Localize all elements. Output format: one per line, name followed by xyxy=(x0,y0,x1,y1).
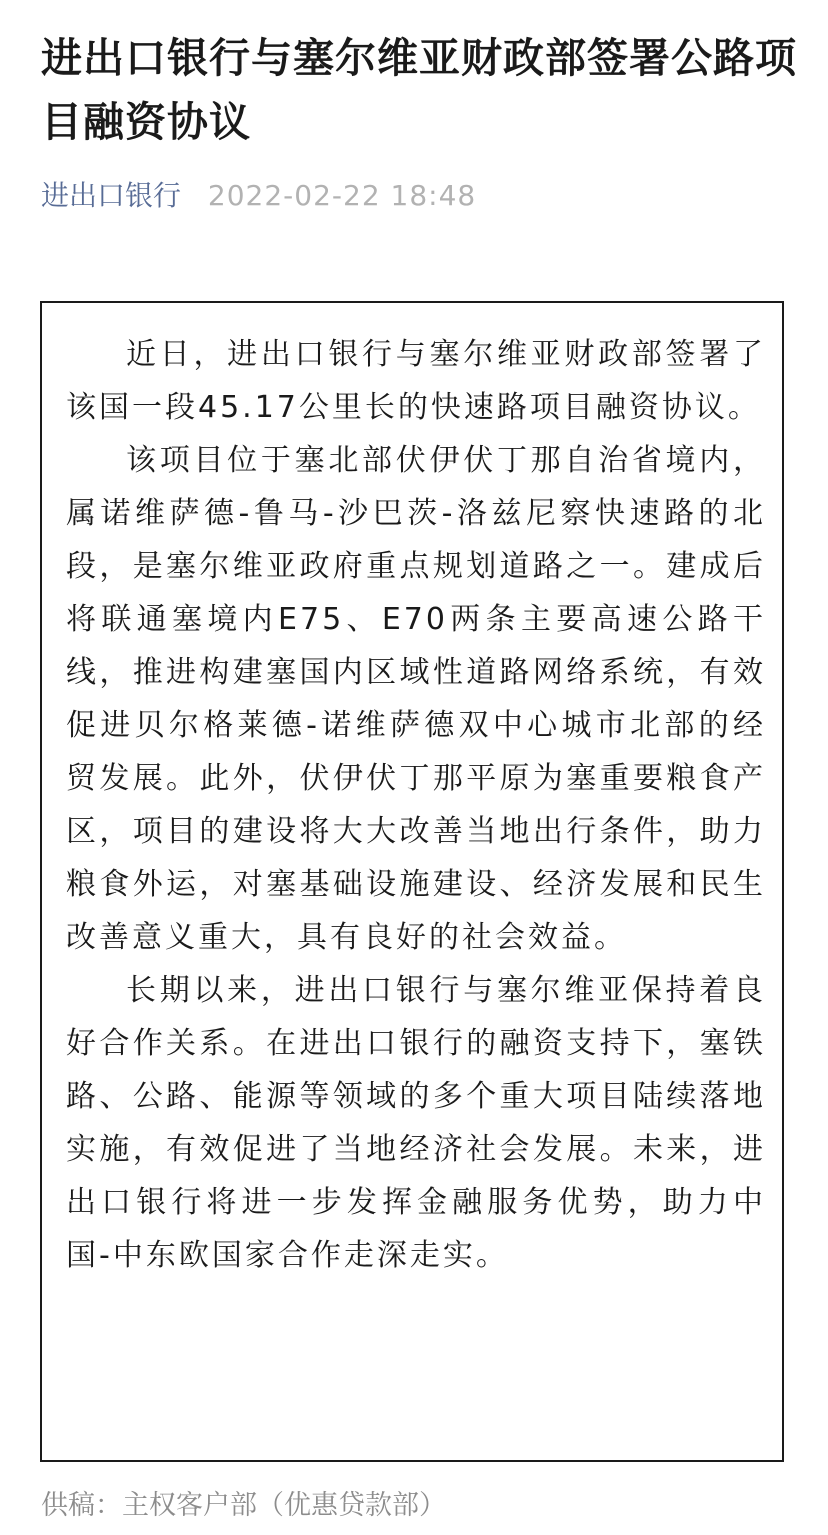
paragraph-2: 该项目位于塞北部伏伊伏丁那自治省境内，属诺维萨德-鲁马-沙巴茨-洛兹尼察快速路的北段，是塞尔维亚政府重点规划道路之一。建成后将联通塞境内E75、E70两条主要高速公路干线，推进构建塞国内区域性道路网络系统，有效促进贝尔格莱德-诺维萨德双中心城市北部的经贸发展。此外，伏伊伏丁那平原为塞重要粮食产区，项目的建设将大大改善当地出行条件，助力粮食外运，对塞基础设施建设、经济发展和民生改善意义重大，具有良好的社会效益。 xyxy=(66,443,766,955)
article-body xyxy=(66,328,766,1282)
paragraph-1: 近日，进出口银行与塞尔维亚财政部签署了该国一段45.17公里长的快速路项目融资协议。 xyxy=(66,337,766,425)
article-title: 进出口银行与塞尔维亚财政部签署公路项目融资协议 xyxy=(41,34,797,146)
publish-date: 2022-02-22 18:48 xyxy=(207,179,477,212)
article-content-box xyxy=(40,301,784,1462)
article-meta xyxy=(41,174,476,218)
source-credit: 供稿：主权客户部（优惠贷款部） xyxy=(41,1490,446,1521)
author-link[interactable]: 进出口银行 xyxy=(41,179,182,212)
paragraph-3: 长期以来，进出口银行与塞尔维亚保持着良好合作关系。在进出口银行的融资支持下，塞铁路、公路、能源等领域的多个重大项目陆续落地实施，有效促进了当地经济社会发展。未来，进出口银行将进一步发挥金融服务优势，助力中国-中东欧国家合作走深走实。 xyxy=(66,973,766,1273)
